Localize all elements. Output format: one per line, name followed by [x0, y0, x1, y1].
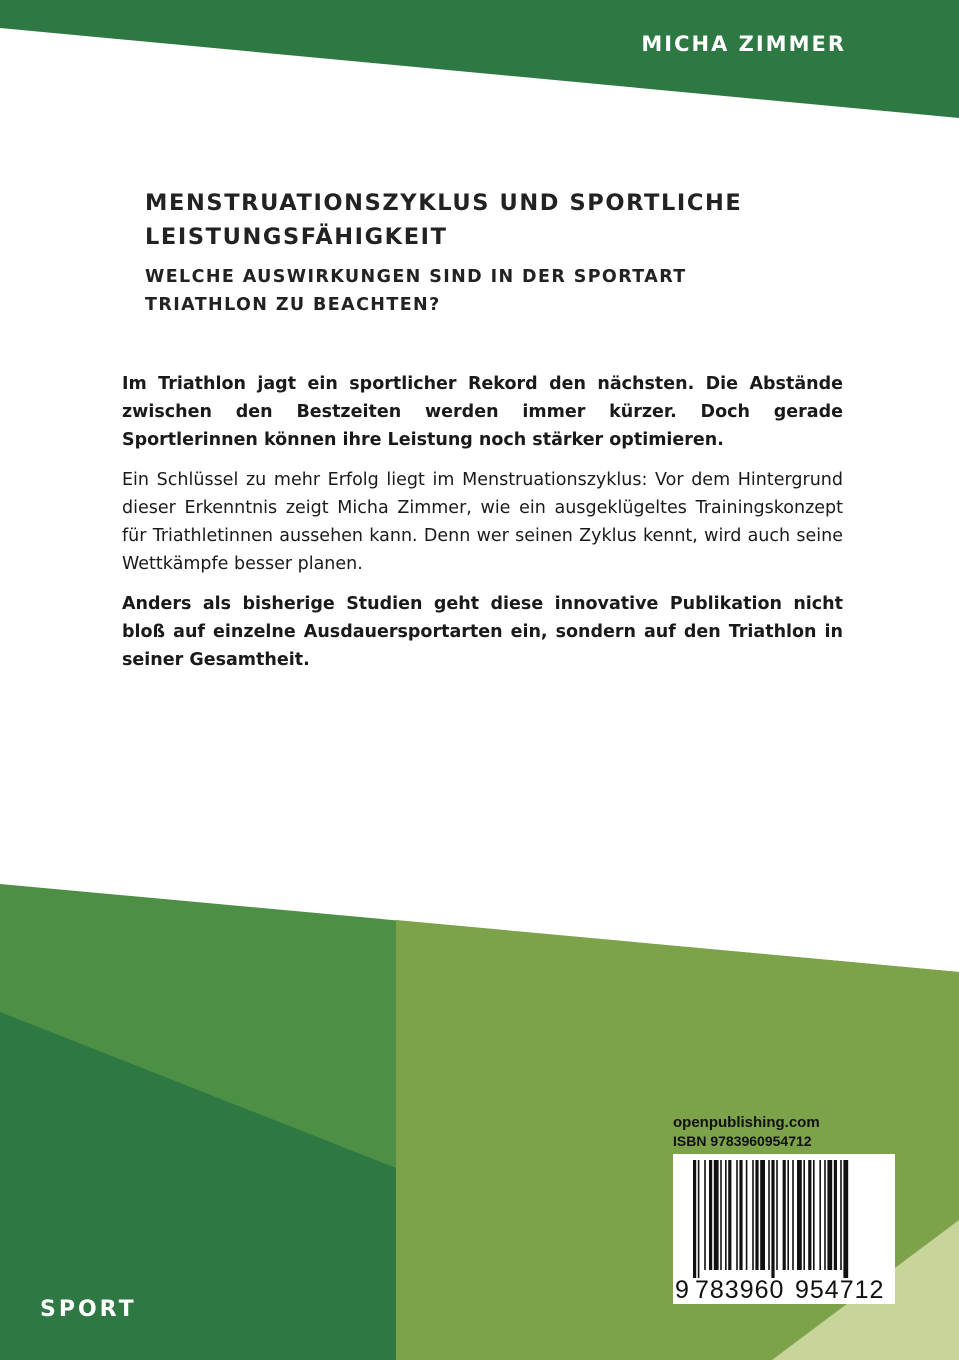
- barcode-bar: [840, 1160, 842, 1270]
- barcode-bar: [725, 1160, 727, 1270]
- barcode-bar: [813, 1160, 815, 1270]
- isbn-barcode: [673, 1154, 895, 1304]
- blurb-paragraph-1: Im Triathlon jagt ein sportlicher Rekord den nächsten. Die Abstände zwischen den Bestzeiten werden immer kürzer. Doch gerade Sportlerinnen können ihre Leistung noch stärker optimieren.: [122, 374, 843, 450]
- barcode-bar: [827, 1160, 832, 1270]
- barcode-bar: [704, 1160, 706, 1270]
- barcode-bar: [760, 1160, 765, 1270]
- barcode-group-1: 783960: [695, 1276, 785, 1304]
- blurb-text: [122, 370, 843, 686]
- barcode-bar: [752, 1160, 754, 1270]
- barcode-bar: [783, 1160, 786, 1270]
- publisher-website: openpublishing.com: [673, 1114, 820, 1131]
- barcode-bar: [693, 1160, 696, 1278]
- barcode-bar: [720, 1160, 722, 1270]
- publisher-block: [673, 1114, 903, 1304]
- category-label: SPORT: [40, 1297, 137, 1322]
- barcode-bar: [797, 1160, 802, 1270]
- barcode-bar: [709, 1160, 712, 1270]
- barcode-bar: [755, 1160, 758, 1270]
- barcode-bar: [728, 1160, 731, 1270]
- book-subtitle: WELCHE AUSWIRKUNGEN SIND IN DER SPORTART TRIATHLON ZU BEACHTEN?: [145, 267, 687, 315]
- barcode-bar: [834, 1160, 837, 1270]
- author-name: MICHA ZIMMER: [641, 32, 846, 56]
- barcode-bar: [746, 1160, 748, 1270]
- isbn-label: ISBN 9783960954712: [673, 1133, 812, 1149]
- barcode-bar: [843, 1160, 848, 1278]
- top-green-banner: [0, 0, 959, 118]
- barcode-group-2: 954712: [795, 1276, 885, 1304]
- barcode-bar: [768, 1160, 770, 1270]
- barcode-bar: [808, 1160, 811, 1270]
- blurb-paragraph-3: Anders als bisherige Studien geht diese innovative Publikation nicht bloß auf einzelne Ausdauersportarten ein, sondern auf den Triathlon in seiner Gesamtheit.: [122, 594, 843, 670]
- barcode-bar: [698, 1160, 700, 1278]
- barcode-bar: [736, 1160, 738, 1270]
- barcode-bar: [803, 1160, 805, 1270]
- barcode-bar: [776, 1160, 778, 1270]
- blurb-paragraph-2: Ein Schlüssel zu mehr Erfolg liegt im Menstruationszyklus: Vor dem Hintergrund dieser Erkenntnis zeigt Micha Zimmer, wie ein ausgeklügeltes Trainingskonzept für Triathletinnen aussehen kann. Denn wer seinen Zyklus kennt, wird auch seine Wettkämpfe besser planen.: [122, 470, 843, 574]
- barcode-bar: [824, 1160, 826, 1270]
- barcode-bar: [739, 1160, 742, 1270]
- barcode-bar: [819, 1160, 821, 1270]
- barcode-bar: [714, 1160, 719, 1270]
- barcode-bar: [771, 1160, 774, 1278]
- book-title: MENSTRUATIONSZYKLUS UND SPORTLICHE LEISTUNGSFÄHIGKEIT: [145, 190, 743, 250]
- barcode-bar: [787, 1160, 789, 1270]
- barcode-bar: [792, 1160, 794, 1270]
- barcode-first-digit: 9: [675, 1276, 689, 1304]
